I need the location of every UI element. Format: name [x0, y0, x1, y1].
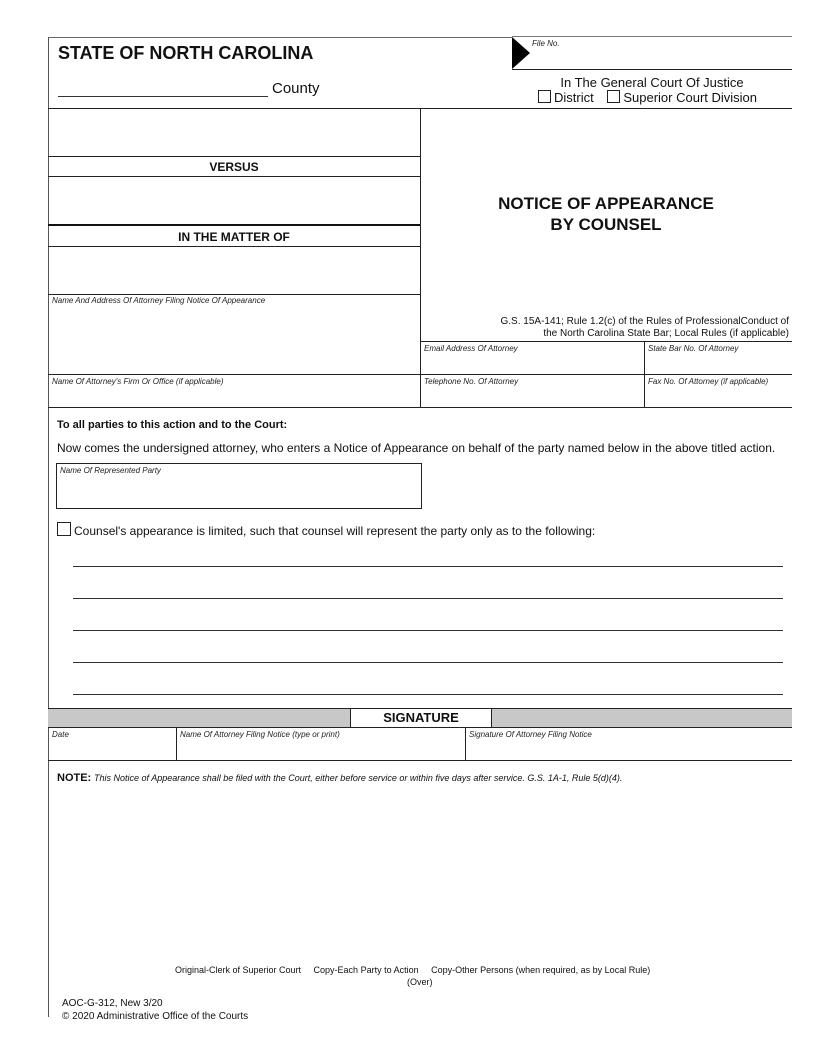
section-divider [48, 407, 792, 408]
note-prefix: NOTE: [57, 772, 92, 784]
limited-scope-line-3[interactable] [73, 630, 783, 631]
district-checkbox[interactable]: District [538, 90, 594, 105]
line [48, 294, 420, 295]
file-no-label: File No. [532, 39, 560, 48]
form-title-line2: BY COUNSEL [550, 215, 662, 234]
line [420, 374, 792, 375]
represented-party-label: Name Of Represented Party [60, 466, 161, 475]
appearance-statement: Now comes the undersigned attorney, who enters a Notice of Appearance on behalf of the party named below in the above titled action. [57, 441, 776, 455]
file-no-field[interactable] [530, 40, 792, 68]
in-the-matter-of-label: IN THE MATTER OF [178, 230, 290, 244]
form-title-line1: NOTICE OF APPEARANCE [498, 194, 714, 213]
date-field[interactable] [49, 740, 175, 759]
limited-appearance-checkbox-icon [57, 522, 71, 536]
over-text: (Over) [407, 977, 433, 987]
telephone-label: Telephone No. Of Attorney [424, 377, 519, 386]
fax-label: Fax No. Of Attorney (if applicable) [648, 377, 769, 386]
email-label: Email Address Of Attorney [424, 344, 518, 353]
signature-field[interactable] [466, 740, 791, 759]
statute-text-2: the North Carolina State Bar; Local Rules (if applicable) [543, 328, 789, 339]
file-no-arrow-icon [512, 37, 530, 69]
superior-court-checkbox[interactable]: Superior Court Division [607, 90, 757, 105]
limited-scope-line-5[interactable] [73, 694, 783, 695]
salutation: To all parties to this action and to the Court: [57, 419, 288, 431]
telephone-field[interactable] [421, 387, 643, 406]
county-label: County [272, 80, 320, 97]
attorney-name-field[interactable] [177, 740, 464, 759]
limited-scope-line-2[interactable] [73, 598, 783, 599]
state-title: STATE OF NORTH CAROLINA [58, 43, 314, 63]
copyright: © 2020 Administrative Office of the Courts [62, 1011, 249, 1022]
limited-scope-line-4[interactable] [73, 662, 783, 663]
signature-heading: SIGNATURE [350, 709, 492, 727]
line [420, 341, 792, 342]
limited-scope-line-1[interactable] [73, 566, 783, 567]
fax-field[interactable] [645, 387, 791, 406]
division-options [538, 90, 757, 105]
firm-label: Name Of Attorney's Firm Or Office (if applicable) [52, 377, 224, 386]
line [48, 760, 792, 761]
state-bar-label: State Bar No. Of Attorney [648, 344, 739, 353]
state-bar-field[interactable] [645, 354, 791, 373]
court-name: In The General Court Of Justice [560, 75, 744, 90]
signature-label: Signature Of Attorney Filing Notice [469, 730, 592, 739]
attorney-name-label: Name Of Attorney Filing Notice (type or print) [180, 730, 340, 739]
checkbox-icon [538, 90, 551, 103]
defendant-field[interactable] [49, 177, 419, 223]
note [57, 772, 622, 784]
county-field[interactable] [58, 96, 268, 97]
checkbox-icon [607, 90, 620, 103]
plaintiff-field[interactable] [49, 109, 419, 155]
thick-divider [48, 224, 420, 226]
form-top-border [48, 37, 512, 38]
line [48, 156, 420, 157]
matter-field[interactable] [49, 247, 419, 293]
attorney-name-address-label: Name And Address Of Attorney Filing Notice Of Appearance [52, 296, 266, 305]
versus-label: VERSUS [209, 160, 259, 174]
firm-field[interactable] [49, 387, 419, 406]
attorney-name-address-field[interactable] [49, 306, 419, 372]
line [48, 374, 420, 375]
note-text: This Notice of Appearance shall be filed with the Court, either before service or within five days after service. G.S. 1A-1, Rule 5(d)(4). [94, 773, 623, 783]
form-number: AOC-G-312, New 3/20 [62, 998, 163, 1009]
date-label: Date [52, 730, 69, 739]
distribution-text: Original-Clerk of Superior Court Copy-Each Party to Action Copy-Other Persons (when required, as by Local Rule) [175, 965, 651, 975]
statute-text-1: G.S. 15A-141; Rule 1.2(c) of the Rules of ProfessionalConduct of [500, 316, 789, 327]
email-field[interactable] [421, 354, 643, 373]
limited-appearance-option[interactable]: Counsel's appearance is limited, such that counsel will represent the party only as to the following: [57, 522, 595, 538]
file-no-top-border [512, 36, 792, 37]
file-no-bottom-border [512, 69, 792, 70]
represented-party-box[interactable] [56, 463, 422, 509]
